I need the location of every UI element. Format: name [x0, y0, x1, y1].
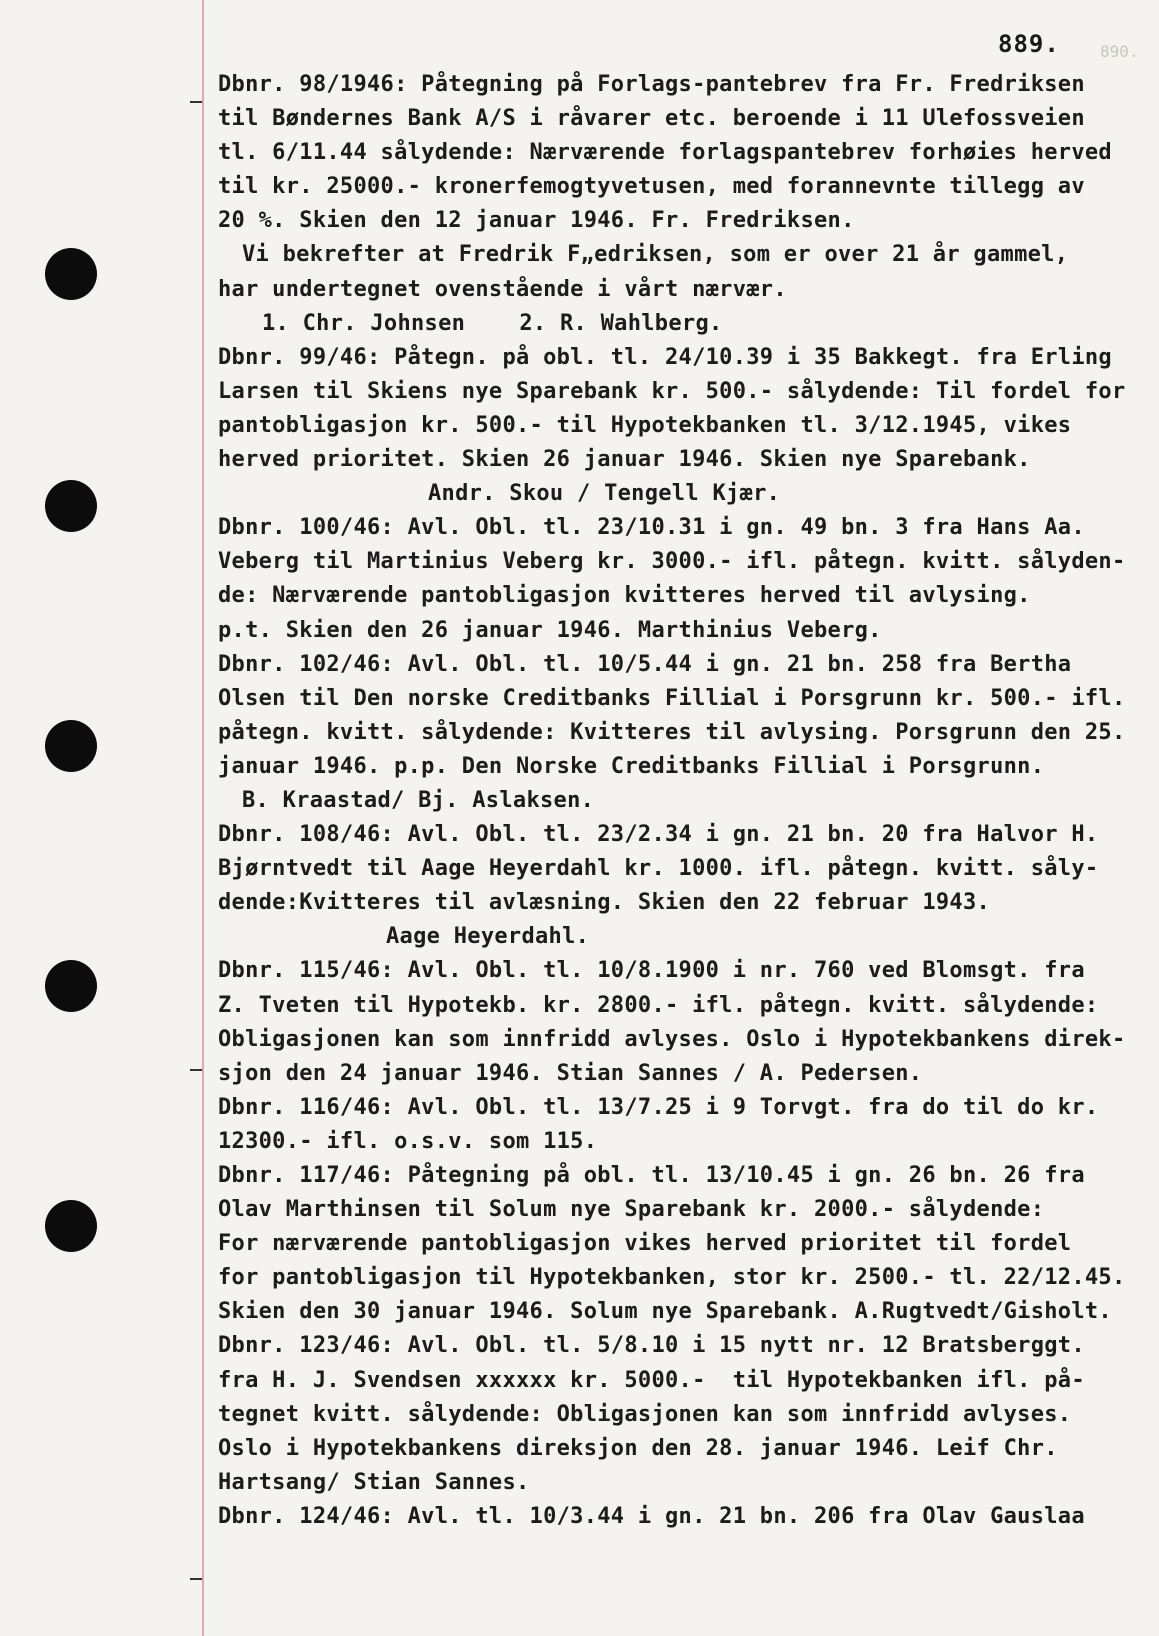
text-line: til kr. 25000.- kronerfemogtyvetusen, med forannevnte tillegg av — [218, 174, 1085, 200]
text-line: Oslo i Hypotekbankens direksjon den 28. januar 1946. Leif Chr. — [218, 1435, 1058, 1461]
punch-hole — [45, 720, 97, 772]
text-line: Dbnr. 115/46: Avl. Obl. tl. 10/8.1900 i nr. 760 ved Blomsgt. fra — [218, 958, 1085, 984]
margin-line — [202, 0, 204, 1636]
text-line: Olsen til Den norske Creditbanks Fillial i Porsgrunn kr. 500.- ifl. — [218, 685, 1126, 711]
margin-mark — [190, 1578, 202, 1580]
text-line: 12300.- ifl. o.s.v. som 115. — [218, 1128, 598, 1154]
text-line: Veberg til Martinius Veberg kr. 3000.- ifl. påtegn. kvitt. sålyden- — [218, 549, 1126, 575]
text-line: p.t. Skien den 26 januar 1946. Marthinius Veberg. — [218, 617, 882, 643]
punch-hole — [45, 1200, 97, 1252]
text-line: Obligasjonen kan som innfridd avlyses. Oslo i Hypotekbankens direk- — [218, 1026, 1126, 1052]
page-number: 889. — [998, 30, 1060, 58]
text-line: For nærværende pantobligasjon vikes herved prioritet til fordel — [218, 1231, 1072, 1257]
text-line: Dbnr. 124/46: Avl. tl. 10/3.44 i gn. 21 bn. 206 fra Olav Gauslaa — [218, 1503, 1085, 1529]
text-line: de: Nærværende pantobligasjon kvitteres herved til avlysing. — [218, 583, 1031, 609]
text-line: Skien den 30 januar 1946. Solum nye Sparebank. A.Rugtvedt/Gisholt. — [218, 1299, 1112, 1325]
text-line: Hartsang/ Stian Sannes. — [218, 1469, 530, 1495]
text-line: Aage Heyerdahl. — [386, 924, 590, 950]
text-line: pantobligasjon kr. 500.- til Hypotekbanken tl. 3/12.1945, vikes — [218, 412, 1072, 438]
text-line: Dbnr. 123/46: Avl. Obl. tl. 5/8.10 i 15 nytt nr. 12 Bratsberggt. — [218, 1333, 1085, 1359]
text-line: januar 1946. p.p. Den Norske Creditbanks Fillial i Porsgrunn. — [218, 753, 1045, 779]
text-line: fra H. J. Svendsen xxxxxx kr. 5000.- til Hypotekbanken ifl. på- — [218, 1367, 1085, 1393]
text-line: Dbnr. 102/46: Avl. Obl. tl. 10/5.44 i gn. 21 bn. 258 fra Bertha — [218, 651, 1072, 677]
text-line: Dbnr. 117/46: Påtegning på obl. tl. 13/10.45 i gn. 26 bn. 26 fra — [218, 1163, 1085, 1188]
text-line: Dbnr. 116/46: Avl. Obl. tl. 13/7.25 i 9 Torvgt. fra do til do kr. — [218, 1094, 1099, 1120]
text-line: tl. 6/11.44 sålydende: Nærværende forlagspantebrev forhøies herved — [218, 140, 1112, 166]
punch-hole — [45, 960, 97, 1012]
text-line: 20 %. Skien den 12 januar 1946. Fr. Fredriksen. — [218, 208, 855, 234]
text-line: Bjørntvedt til Aage Heyerdahl kr. 1000. ifl. påtegn. kvitt. såly- — [218, 856, 1099, 882]
text-line: 1. Chr. Johnsen 2. R. Wahlberg. — [262, 310, 723, 336]
text-line: Dbnr. 98/1946: Påtegning på Forlags-pantebrev fra Fr. Fredriksen — [218, 72, 1085, 97]
punch-hole — [45, 480, 97, 532]
text-line: påtegn. kvitt. sålydende: Kvitteres til avlysing. Porsgrunn den 25. — [218, 719, 1126, 745]
text-line: Dbnr. 99/46: Påtegn. på obl. tl. 24/10.39 i 35 Bakkegt. fra Erling — [218, 344, 1112, 370]
text-line: Larsen til Skiens nye Sparebank kr. 500.- sålydende: Til fordel for — [218, 378, 1126, 404]
text-line: Olav Marthinsen til Solum nye Sparebank kr. 2000.- sålydende: — [218, 1197, 1045, 1223]
text-line: Vi bekrefter at Fredrik F„edriksen, som er over 21 år gammel, — [242, 242, 1069, 268]
text-line: har undertegnet ovenstående i vårt nærvær. — [218, 276, 787, 302]
text-line: B. Kraastad/ Bj. Aslaksen. — [242, 787, 595, 813]
text-line: dende:Kvitteres til avlæsning. Skien den 22 februar 1943. — [218, 890, 991, 916]
text-line: til Bøndernes Bank A/S i råvarer etc. beroende i 11 Ulefossveien — [218, 106, 1085, 132]
text-line: Z. Tveten til Hypotekb. kr. 2800.- ifl. påtegn. kvitt. sålydende: — [218, 992, 1099, 1018]
text-line: Andr. Skou / Tengell Kjær. — [428, 481, 781, 507]
register-text — [218, 68, 1138, 1534]
margin-mark — [190, 1069, 202, 1071]
text-line: sjon den 24 januar 1946. Stian Sannes / A. Pedersen. — [218, 1060, 923, 1086]
punch-hole — [45, 248, 97, 300]
bleed-through-page-number: 890. — [1100, 42, 1139, 61]
text-line: Dbnr. 100/46: Avl. Obl. tl. 23/10.31 i gn. 49 bn. 3 fra Hans Aa. — [218, 515, 1085, 541]
text-line: for pantobligasjon til Hypotekbanken, stor kr. 2500.- tl. 22/12.45. — [218, 1265, 1126, 1291]
text-line: herved prioritet. Skien 26 januar 1946. Skien nye Sparebank. — [218, 447, 1031, 473]
text-line: tegnet kvitt. sålydende: Obligasjonen kan som innfridd avlyses. — [218, 1401, 1072, 1427]
margin-mark — [190, 101, 202, 103]
text-line: Dbnr. 108/46: Avl. Obl. tl. 23/2.34 i gn. 21 bn. 20 fra Halvor H. — [218, 822, 1099, 848]
